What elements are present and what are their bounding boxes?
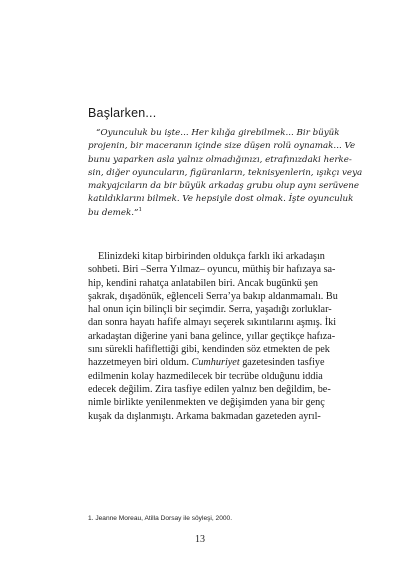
epigraph-line: sin, diğer oyuncuların, figüranların, teknisyenlerin, ışıkçı veya (88, 167, 363, 178)
epigraph-line: projenin, bir maceranın içinde size düşen rolü oynamak... Ve (88, 141, 356, 152)
body-line: dan sonra hayatı hafife almayı seçerek sıkıntılarını aşmış. İki (88, 317, 337, 329)
body-line: nimle birlikte yenilenmekten ve değişimden yana bir genç (88, 397, 325, 409)
epigraph-quote (88, 127, 363, 220)
footnote: 1. Jeanne Moreau, Atilla Dorsay ile söyleşi, 2000. (88, 515, 233, 522)
body-line: sohbeti. Biri –Serra Yılmaz– oyuncu, müthiş bir hafızaya sa- (88, 264, 336, 276)
body-line: arkadaştan diğerine yani bana gelince, yıllar geçtikçe hafıza- (88, 330, 336, 342)
epigraph-line: makyajcıların da bir büyük arkadaş grubu olup aynı serüvene (88, 181, 360, 191)
epigraph-line (88, 207, 314, 220)
body-line: edilmenin kolay hazmedilecek bir tecrübe olduğunu iddia (88, 370, 323, 382)
body-line: şakrak, dışadönük, eğlenceli Serra’ya bakıp aldanmamalı. Bu (88, 290, 338, 302)
body-line: sını sürekli hafiflettiği gibi, kendinden söz etmekten de pek (88, 344, 330, 356)
body-line-text: hazzetmeyen biri oldum. (88, 357, 189, 369)
newspaper-name: Cumhuriyet (191, 357, 240, 369)
epigraph-line: bunu yaparken asla yalnız olmadığınızı, etrafınızdaki herke- (88, 154, 352, 165)
body-line-text: gazetesinden tasfiye (239, 357, 325, 369)
body-line: hal onun için bilinçli bir seçimdir. Serra, yaşadığı zorluklar- (88, 304, 332, 316)
body-line: kuşak da dışlanmıştı. Arkama bakmadan gazeteden ayrıl- (88, 410, 321, 422)
page-number: 13 (195, 534, 205, 545)
body-line: edecek değilim. Zira tasfiye edilen yalnız ben değildim, be- (88, 383, 331, 395)
epigraph-line: katıldıklarını bilmek. Ve hepsiyle dost olmak. İşte oyunculuk (88, 194, 354, 205)
body-paragraph (88, 250, 338, 423)
epigraph-line-text: bu demek.” (88, 207, 139, 218)
footnote-reference: 1 (138, 206, 142, 213)
body-line: Elinizdeki kitap birbirinden oldukça farklı iki arkadaşın (98, 251, 325, 262)
body-line: hip, kendini rahatça anlatabilen biri. Ancak bugünkü şen (88, 277, 318, 289)
section-heading: Başlarken... (88, 106, 157, 120)
epigraph-line: “Oyunculuk bu işte... Her kılığa girebilmek... Bir büyük (96, 128, 340, 138)
body-line (88, 356, 325, 369)
